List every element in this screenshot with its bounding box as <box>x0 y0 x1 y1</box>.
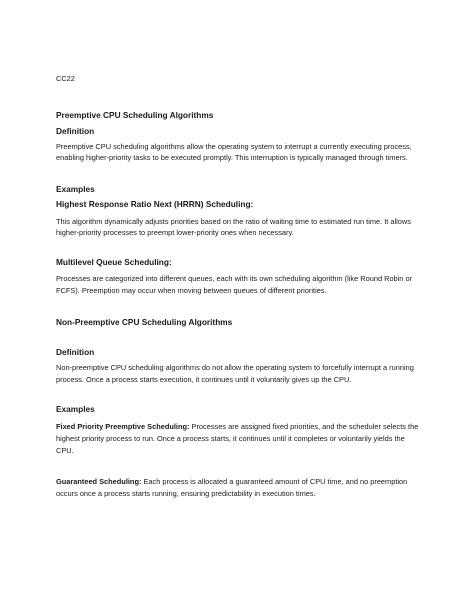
preemptive-definition-heading: Definition <box>56 125 95 136</box>
preemptive-definition-text: Preemptive CPU scheduling algorithms allow the operating system to interrupt a currently executing process, enabling higher-priority tasks to be executed promptly. This interruption is typically managed through timers. <box>56 141 412 163</box>
guaranteed-scheduling-paragraph <box>56 476 420 499</box>
preemptive-title: Preemptive CPU Scheduling Algorithms <box>56 109 214 120</box>
nonpreemptive-definition-text: Non-preemptive CPU scheduling algorithms do not allow the operating system to forcefully interrupt a running process. Once a process starts execution, it continues until it voluntarily gives up the CPU. <box>56 363 414 384</box>
fixed-priority-label: Fixed Priority Preemptive Scheduling: <box>56 422 190 432</box>
fixed-priority-text: Processes are assigned fixed priorities, and the scheduler selects the highest priority process to run. Once a process starts, it continues until it completes or voluntarily yields the CPU. <box>56 422 419 455</box>
nonpreemptive-definition-heading: Definition <box>56 347 95 358</box>
nonpreemptive-title: Non-Preemptive CPU Scheduling Algorithms <box>56 317 233 328</box>
preemptive-examples-heading: Examples <box>56 183 95 194</box>
nonpreemptive-examples-heading: Examples <box>56 404 95 415</box>
document-body <box>56 73 420 499</box>
multilevel-queue-text: Processes are categorized into different queues, each with its own scheduling algorithm (like Round Robin or FCFS). Preemption may occur when moving between queues of different priorities. <box>56 273 413 295</box>
fixed-priority-paragraph <box>56 421 420 456</box>
guaranteed-scheduling-text: Each process is allocated a guaranteed amount of CPU time, and no preemption occurs once a process starts running, ensuring predictability in execution times. <box>56 477 408 498</box>
document-code: CC22 <box>56 74 75 83</box>
guaranteed-scheduling-label: Guaranteed Scheduling: <box>56 477 142 487</box>
hrrn-heading: Highest Response Ratio Next (HRRN) Scheduling: <box>56 198 254 209</box>
multilevel-queue-heading: Multilevel Queue Scheduling: <box>56 256 172 267</box>
hrrn-text: This algorithm dynamically adjusts priorities based on the ratio of waiting time to estimated run time. It allows higher-priority processes to preempt lower-priority ones when necessary. <box>56 216 411 238</box>
